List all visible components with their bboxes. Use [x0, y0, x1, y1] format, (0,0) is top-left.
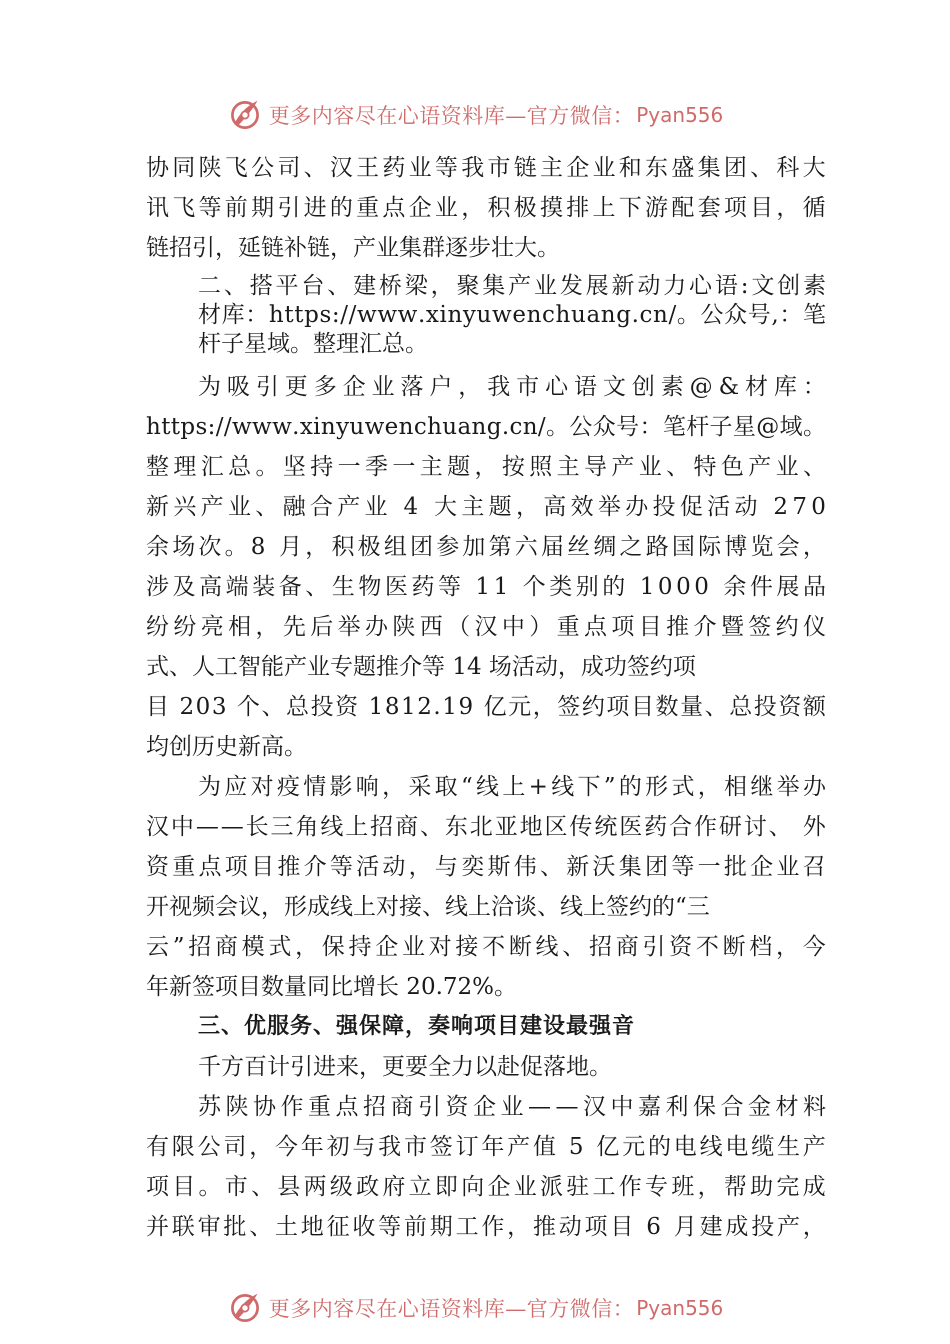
paragraph-line: 新 兴 产 业 、 融 合 产 业 4 大 主 题 ， 高 效 举 办 投 促 活 动 2 7 0 — [146, 494, 826, 520]
paragraph-line: 杆子星域。整理汇总。 — [198, 331, 428, 357]
watermark-text: 更多内容尽在心语资料库—官方微信： — [268, 1297, 635, 1321]
paragraph-line: 汉 中 — — 长 三 角 线 上 招 商 、 东 北 亚 地 区 传 统 医 药 合 作 研 讨 、 外 — [146, 814, 826, 840]
paragraph-line: 链招引，延链补链，产业集群逐步壮大。 — [146, 235, 560, 261]
header-watermark — [0, 95, 950, 135]
paragraph-line: 苏 陕 协 作 重 点 招 商 引 资 企 业 — — 汉 中 嘉 利 保 合 金 材 料 — [198, 1094, 826, 1120]
paragraph-line: 整 理 汇 总 。 坚 持 一 季 一 主 题 ， 按 照 主 导 产 业 、 特 色 产 业 、 — [146, 454, 826, 480]
paragraph-line: 式、人工智能产业专题推介等 14 场活动，成功签约项 — [146, 654, 696, 680]
section-heading: 三、优服务、强保障，奏响项目建设最强音 — [198, 1014, 636, 1039]
paragraph-line: 千方百计引进来，更要全力以赴促落地。 — [198, 1054, 612, 1080]
watermark-wechat-id: Pyan556 — [636, 1296, 724, 1320]
paragraph-line: 年新签项目数量同比增长 20.72%。 — [146, 974, 518, 1000]
paragraph-line: 项 目 。 市 、 县 两 级 政 府 立 即 向 企 业 派 驻 工 作 专 班 ， 帮 助 完 成 — [146, 1174, 826, 1200]
paragraph-line: 云 ” 招 商 模 式 ， 保 持 企 业 对 接 不 断 线 、 招 商 引 资 不 断 档 ， 今 — [146, 934, 826, 960]
paragraph-line: 为 应 对 疫 情 影 响 ， 采 取 “ 线 上 + 线 下 ” 的 形 式 ， 相 继 举 办 — [198, 774, 826, 800]
paragraph-line: 均创历史新高。 — [146, 734, 307, 760]
paragraph-line: 余 场 次 。 8 月 ， 积 极 组 团 参 加 第 六 届 丝 绸 之 路 国 际 博 览 会 ， — [146, 534, 826, 560]
paragraph-line: 开视频会议，形成线上对接、线上洽谈、线上签约的“三 — [146, 894, 710, 920]
paragraph-line: 协 同 陕 飞 公 司 、 汉 王 药 业 等 我 市 链 主 企 业 和 东 盛 集 团 、 科 大 — [146, 155, 826, 181]
paragraph-line: 为 吸 引 更 多 企 业 落 户 ， 我 市 心 语 文 创 素 @ & 材 库 ： — [198, 374, 826, 400]
document-body — [146, 148, 826, 1247]
paragraph-line: 有 限 公 司 ， 今 年 初 与 我 市 签 订 年 产 值 5 亿 元 的 电 线 电 缆 生 产 — [146, 1134, 826, 1160]
paragraph-line: 并 联 审 批 、 土 地 征 收 等 前 期 工 作 ， 推 动 项 目 6 月 建 成 投 产 ， — [146, 1214, 826, 1240]
paragraph-line: 二 、 搭 平 台 、 建 桥 梁 ， 聚 集 产 业 发 展 新 动 力 心 语 : 文 创 素 — [198, 273, 826, 299]
paragraph-line: 资 重 点 项 目 推 介 等 活 动 ， 与 奕 斯 伟 、 新 沃 集 团 等 一 批 企 业 召 — [146, 854, 826, 880]
brush-logo-icon — [227, 1290, 263, 1326]
watermark-text: 更多内容尽在心语资料库—官方微信： — [268, 104, 635, 128]
brush-logo-icon — [227, 97, 263, 133]
paragraph-line: 讯 飞 等 前 期 引 进 的 重 点 企 业 ， 积 极 摸 排 上 下 游 配 套 项 目 ， 循 — [146, 195, 826, 221]
paragraph-line: 涉 及 高 端 装 备 、 生 物 医 药 等 1 1 个 类 别 的 1 0 0 0 余 件 展 品 — [146, 574, 826, 600]
watermark-wechat-id: Pyan556 — [636, 103, 724, 127]
paragraph-line: 纷 纷 亮 相 ， 先 后 举 办 陕 西 （ 汉 中 ） 重 点 项 目 推 介 暨 签 约 仪 — [146, 614, 826, 640]
paragraph-line: h t t p s : / / w w w . x i n y u w e n c h u a n g . c n / 。 公 众 号 ： 笔 杆 子 星 @ 域 。 — [146, 414, 826, 440]
paragraph-line: 目 2 0 3 个 、 总 投 资 1 8 1 2 . 1 9 亿 元 ， 签 约 项 目 数 量 、 总 投 资 额 — [146, 694, 826, 720]
footer-watermark — [0, 1288, 950, 1328]
paragraph-line: 材 库 ： h t t p s : / / w w w . x i n y u w e n c h u a n g . c n / 。 公 众 号 , ： 笔 — [198, 302, 826, 328]
